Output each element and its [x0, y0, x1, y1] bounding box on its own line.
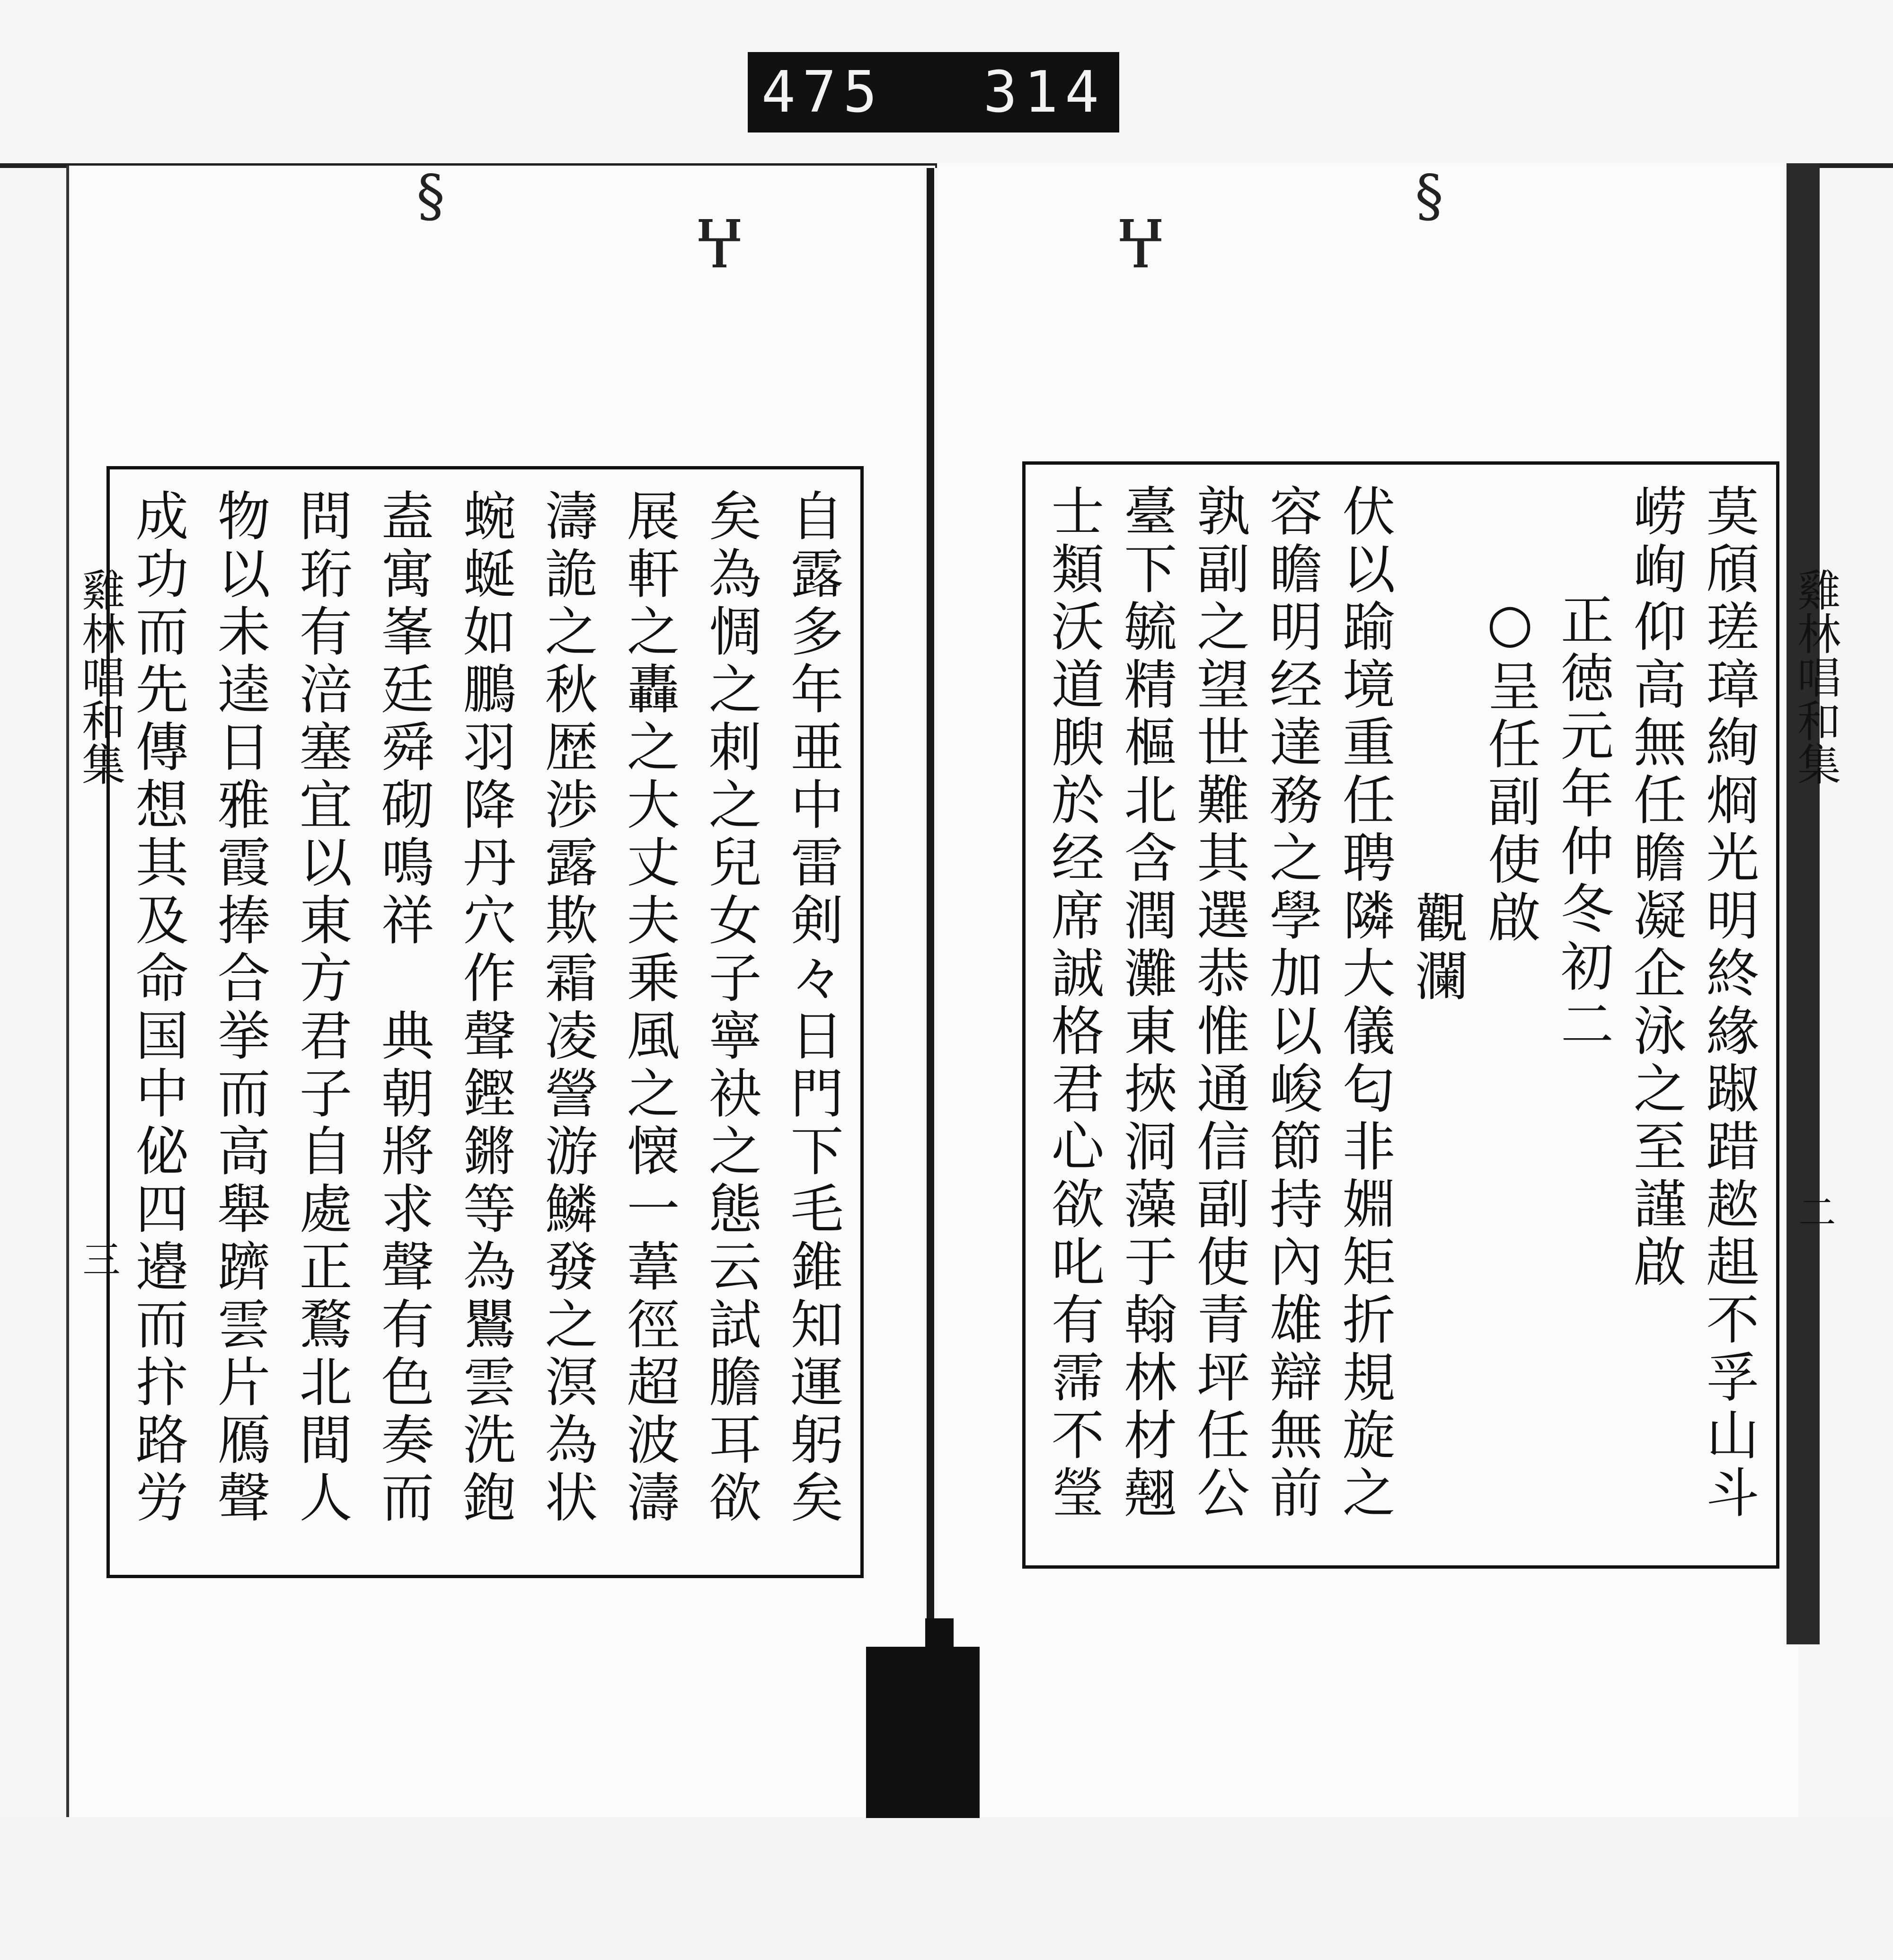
scan-holder-block	[866, 1647, 980, 1818]
text-column: 蜿蜒如鵬羽降丹穴作聲鏗鏘等為鸎雲洗鉋	[454, 488, 516, 1527]
date-line: 正徳元年仲冬初二	[1552, 592, 1614, 1054]
text-column: 伏以踰境重任聘隣大儀匂非婣矩折規旋之	[1334, 484, 1396, 1523]
section-title: ○呈任副使啟	[1479, 592, 1541, 947]
call-number-label	[748, 52, 1119, 132]
text-column: 士類沃道腴於经席誠格君心欲叱有霈不瑩	[1043, 484, 1104, 1523]
text-column: 自露多年亜中雷剣々日門下毛錐知運躬矣	[782, 488, 843, 1527]
text-column: 容瞻明经達務之學加以峻節持內雄辯無前	[1261, 484, 1323, 1523]
right-book-edge	[1787, 163, 1820, 1644]
left-text-frame	[106, 466, 864, 1578]
author-name: 觀瀾	[1406, 891, 1468, 1006]
text-column: 濤詭之秋歴渉露欺霜凌謍游鱗發之溟為状	[536, 488, 598, 1527]
text-column: 臺下毓精樞北含潤灘東挾洞藻于翰林材翹	[1115, 484, 1177, 1523]
left-leaf-number: 三	[76, 1240, 120, 1278]
right-leaf-number: 二	[1792, 1192, 1836, 1230]
call-number-left: 475	[761, 59, 884, 125]
text-column: 盍寓峯廷舜砌鳴祥 典朝將求聲有色奏而	[372, 488, 434, 1527]
text-column: 展軒之轟之大丈夫乗風之懐一葦徑超波濤	[618, 488, 680, 1527]
right-margin-title: 雞林唱和集	[1790, 568, 1841, 786]
text-column: 莫頎瑳璋絢烱光明終緣踧踖趑趄不孚山斗	[1697, 484, 1759, 1523]
binding-thread-ornament: Ⴤ	[1117, 215, 1165, 281]
binding-thread-ornament: §	[416, 163, 445, 229]
text-column: 成功而先傳想其及命国中佖四邉而抃路労	[127, 488, 188, 1527]
binding-gutter	[927, 168, 934, 1649]
text-column: 問珩有涪塞宜以東方君子自處正鶩北間人	[291, 488, 352, 1527]
text-column: 物以未逵日雅霞捧合挙而高舉躋雲片鴈聲	[209, 488, 270, 1527]
right-text-frame	[1022, 461, 1779, 1569]
text-column: 孰副之望世難其選恭惟通信副使青坪任公	[1188, 484, 1250, 1523]
text-column: 矣為惆之刺之兒女子寧袂之態云試膽耳欲	[700, 488, 761, 1527]
binding-thread-ornament: §	[1415, 163, 1443, 229]
left-margin-title: 雞林唱和集	[75, 568, 125, 786]
binding-thread-ornament: Ⴤ	[696, 215, 743, 281]
call-number-right: 314	[983, 59, 1106, 125]
text-column: 崂峋仰高無任瞻凝企泳之至謹啟	[1625, 484, 1687, 1292]
